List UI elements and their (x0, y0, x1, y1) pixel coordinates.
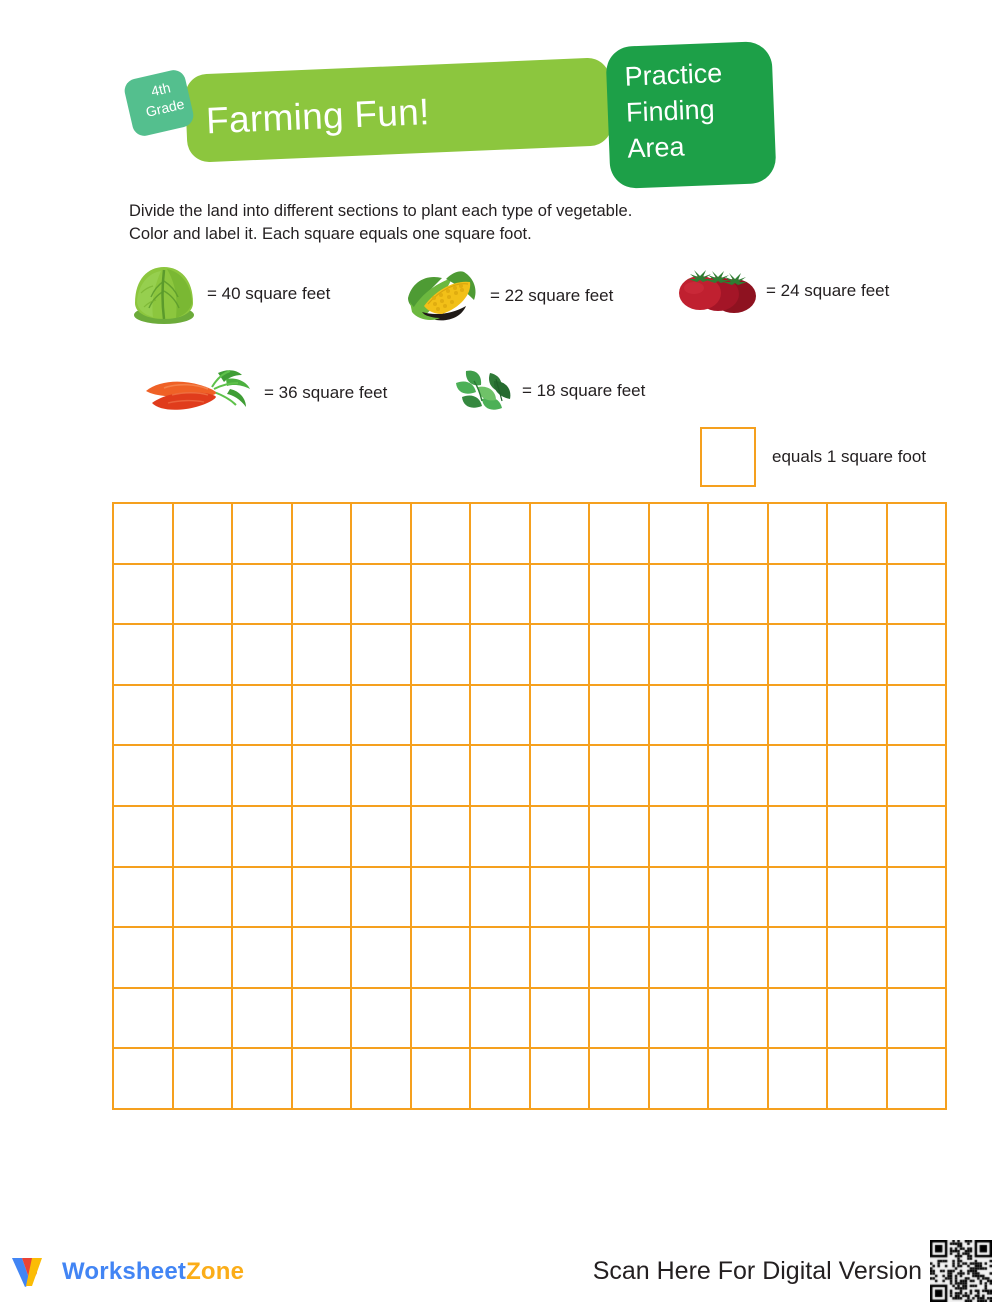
grid-cell[interactable] (649, 927, 709, 988)
grid-cell[interactable] (649, 806, 709, 867)
grid-cell[interactable] (113, 806, 173, 867)
grid-cell[interactable] (292, 564, 352, 625)
grid-cell[interactable] (232, 988, 292, 1049)
grid-cell[interactable] (292, 988, 352, 1049)
grid-cell[interactable] (530, 745, 590, 806)
corn-icon (402, 268, 484, 324)
grid-cell[interactable] (827, 564, 887, 625)
grid-cell[interactable] (530, 685, 590, 746)
legend-label-corn: = 22 square feet (490, 286, 614, 305)
grid-cell[interactable] (887, 685, 947, 746)
grid-cell[interactable] (827, 685, 887, 746)
grid-cell[interactable] (708, 685, 768, 746)
practice-badge-label (624, 53, 768, 166)
grid-row (113, 503, 946, 564)
grid-cell[interactable] (649, 564, 709, 625)
grid-cell[interactable] (768, 867, 828, 928)
grid-cell[interactable] (708, 927, 768, 988)
logo-text-worksheet: Worksheet (62, 1258, 187, 1285)
grid-cell[interactable] (411, 503, 471, 564)
grid-cell[interactable] (768, 745, 828, 806)
grade-badge-line-2: Grade (144, 95, 186, 120)
key-square-swatch (700, 427, 756, 487)
instructions-line-2: Color and label it. Each square equals one square foot. (129, 225, 532, 243)
grid-cell[interactable] (232, 1048, 292, 1109)
grid-cell[interactable] (827, 927, 887, 988)
herbs-icon (452, 365, 522, 417)
grid-cell[interactable] (411, 685, 471, 746)
grid-cell[interactable] (530, 564, 590, 625)
grid-cell[interactable] (411, 806, 471, 867)
tomato-icon (678, 266, 760, 316)
header-banner (0, 0, 1000, 200)
grid-cell[interactable] (589, 745, 649, 806)
grid-cell[interactable] (768, 685, 828, 746)
grid-cell[interactable] (649, 867, 709, 928)
grid-row (113, 564, 946, 625)
grid-cell[interactable] (887, 867, 947, 928)
logo-text (62, 1258, 244, 1286)
grid-cell[interactable] (351, 685, 411, 746)
legend-label-herbs: = 18 square feet (522, 381, 646, 400)
grid-cell[interactable] (649, 503, 709, 564)
grid-cell[interactable] (887, 503, 947, 564)
grid-cell[interactable] (530, 624, 590, 685)
grid-cell[interactable] (113, 503, 173, 564)
grid-cell[interactable] (113, 685, 173, 746)
grid-cell[interactable] (827, 624, 887, 685)
grid-cell[interactable] (470, 988, 530, 1049)
scan-footer[interactable] (593, 1240, 992, 1302)
grid-cell[interactable] (827, 806, 887, 867)
grid-cell[interactable] (470, 685, 530, 746)
grid-cell[interactable] (173, 806, 233, 867)
grade-badge-line-1: 4th (149, 79, 173, 100)
grid-row (113, 867, 946, 928)
grid-cell[interactable] (173, 1048, 233, 1109)
grid-cell[interactable] (232, 745, 292, 806)
grid-cell[interactable] (708, 988, 768, 1049)
grid-cell[interactable] (589, 867, 649, 928)
grid-cell[interactable] (708, 1048, 768, 1109)
grid-cell[interactable] (173, 745, 233, 806)
cabbage-icon (131, 263, 197, 325)
grid-cell[interactable] (589, 624, 649, 685)
key-row (700, 427, 926, 487)
grid-cell[interactable] (530, 927, 590, 988)
logo-text-zone: Zone (186, 1258, 245, 1285)
grid-cell[interactable] (470, 927, 530, 988)
grid-cell[interactable] (173, 503, 233, 564)
logo-mark-icon (10, 1255, 54, 1289)
grid-row (113, 745, 946, 806)
legend-item-corn (402, 268, 613, 324)
grid-cell[interactable] (113, 988, 173, 1049)
grid-cell[interactable] (887, 1048, 947, 1109)
grid-cell[interactable] (887, 624, 947, 685)
grid-cell[interactable] (649, 624, 709, 685)
grid-cell[interactable] (411, 867, 471, 928)
legend-item-carrot (142, 367, 387, 419)
grid-cell[interactable] (589, 564, 649, 625)
practice-badge-line-3: Area (626, 131, 686, 164)
practice-badge-line-2: Finding (625, 94, 716, 128)
grid-cell[interactable] (113, 867, 173, 928)
key-label: equals 1 square foot (772, 447, 927, 466)
grid-cell[interactable] (530, 867, 590, 928)
grid-cell[interactable] (113, 927, 173, 988)
grid-cell[interactable] (232, 867, 292, 928)
grid-cell[interactable] (530, 806, 590, 867)
grid-cell[interactable] (470, 806, 530, 867)
area-grid-body (113, 503, 946, 1109)
grid-cell[interactable] (589, 927, 649, 988)
grid-cell[interactable] (232, 503, 292, 564)
page-title: Farming Fun! (205, 91, 431, 142)
grid-cell[interactable] (232, 806, 292, 867)
grid-cell[interactable] (768, 503, 828, 564)
grid-cell[interactable] (411, 1048, 471, 1109)
grid-cell[interactable] (470, 564, 530, 625)
grid-cell[interactable] (173, 988, 233, 1049)
grid-cell[interactable] (292, 806, 352, 867)
grid-cell[interactable] (292, 1048, 352, 1109)
grid-cell[interactable] (708, 624, 768, 685)
grid-cell[interactable] (411, 988, 471, 1049)
grid-cell[interactable] (113, 564, 173, 625)
grid-row (113, 624, 946, 685)
grid-cell[interactable] (351, 564, 411, 625)
grid-cell[interactable] (292, 685, 352, 746)
grid-cell[interactable] (470, 1048, 530, 1109)
worksheet-zone-logo[interactable] (10, 1255, 244, 1289)
grid-cell[interactable] (768, 988, 828, 1049)
grid-row (113, 685, 946, 746)
grid-cell[interactable] (708, 564, 768, 625)
legend-item-herbs (452, 365, 645, 417)
grid-cell[interactable] (768, 564, 828, 625)
grid-cell[interactable] (232, 624, 292, 685)
grid-cell[interactable] (887, 806, 947, 867)
grid-cell[interactable] (113, 624, 173, 685)
grid-cell[interactable] (708, 503, 768, 564)
grid-cell[interactable] (589, 988, 649, 1049)
grid-cell[interactable] (232, 927, 292, 988)
grid-cell[interactable] (708, 867, 768, 928)
grid-cell[interactable] (113, 1048, 173, 1109)
grid-cell[interactable] (292, 503, 352, 564)
legend-item-tomato (678, 266, 889, 316)
grid-cell[interactable] (589, 685, 649, 746)
grid-cell[interactable] (708, 806, 768, 867)
grid-cell[interactable] (351, 745, 411, 806)
grid-cell[interactable] (887, 988, 947, 1049)
grid-cell[interactable] (887, 745, 947, 806)
grid-cell[interactable] (887, 927, 947, 988)
grid-cell[interactable] (411, 927, 471, 988)
grid-cell[interactable] (708, 745, 768, 806)
grid-cell[interactable] (827, 867, 887, 928)
grid-cell[interactable] (827, 745, 887, 806)
grid-row (113, 988, 946, 1049)
grid-cell[interactable] (292, 867, 352, 928)
grid-cell[interactable] (173, 867, 233, 928)
grid-row (113, 927, 946, 988)
grid-cell[interactable] (827, 988, 887, 1049)
scan-label: Scan Here For Digital Version (592, 1256, 922, 1285)
grid-cell[interactable] (768, 624, 828, 685)
grid-cell[interactable] (113, 745, 173, 806)
practice-badge-line-1: Practice (624, 57, 723, 92)
grid-cell[interactable] (232, 564, 292, 625)
grid-row (113, 806, 946, 867)
grid-cell[interactable] (351, 624, 411, 685)
grid-cell[interactable] (351, 1048, 411, 1109)
grid-cell[interactable] (173, 927, 233, 988)
grid-cell[interactable] (589, 1048, 649, 1109)
grid-cell[interactable] (768, 1048, 828, 1109)
legend-label-cabbage: = 40 square feet (207, 284, 331, 303)
grid-cell[interactable] (589, 806, 649, 867)
grid-cell[interactable] (232, 685, 292, 746)
grid-cell[interactable] (649, 745, 709, 806)
grid-cell[interactable] (470, 867, 530, 928)
grid-cell[interactable] (649, 988, 709, 1049)
grid-cell[interactable] (292, 624, 352, 685)
instructions-line-1: Divide the land into different sections to plant each type of vegetable. (129, 202, 633, 220)
grid-cell[interactable] (649, 1048, 709, 1109)
grid-cell[interactable] (292, 927, 352, 988)
grid-cell[interactable] (530, 988, 590, 1049)
grid-cell[interactable] (470, 624, 530, 685)
grid-cell[interactable] (589, 503, 649, 564)
grid-cell[interactable] (351, 867, 411, 928)
grid-cell[interactable] (173, 564, 233, 625)
grid-cell[interactable] (649, 685, 709, 746)
grid-cell[interactable] (411, 564, 471, 625)
grid-row (113, 1048, 946, 1109)
legend-item-cabbage (131, 263, 330, 325)
carrot-icon (142, 367, 262, 419)
grid-cell[interactable] (470, 503, 530, 564)
grid-cell[interactable] (292, 745, 352, 806)
grid-cell[interactable] (887, 564, 947, 625)
grid-cell[interactable] (827, 503, 887, 564)
grid-cell[interactable] (351, 806, 411, 867)
grid-cell[interactable] (530, 503, 590, 564)
grid-cell[interactable] (173, 685, 233, 746)
grid-cell[interactable] (351, 503, 411, 564)
grid-cell[interactable] (411, 745, 471, 806)
grid-cell[interactable] (768, 927, 828, 988)
grid-cell[interactable] (470, 745, 530, 806)
instructions-text (129, 200, 849, 246)
grid-cell[interactable] (173, 624, 233, 685)
grid-cell[interactable] (827, 1048, 887, 1109)
qr-code-icon[interactable] (930, 1240, 992, 1302)
grid-cell[interactable] (530, 1048, 590, 1109)
grid-cell[interactable] (768, 806, 828, 867)
area-grid[interactable] (112, 502, 947, 1110)
grid-cell[interactable] (351, 927, 411, 988)
legend-label-tomato: = 24 square feet (766, 281, 890, 300)
grid-cell[interactable] (351, 988, 411, 1049)
grid-cell[interactable] (411, 624, 471, 685)
legend-label-carrot: = 36 square feet (264, 383, 388, 402)
